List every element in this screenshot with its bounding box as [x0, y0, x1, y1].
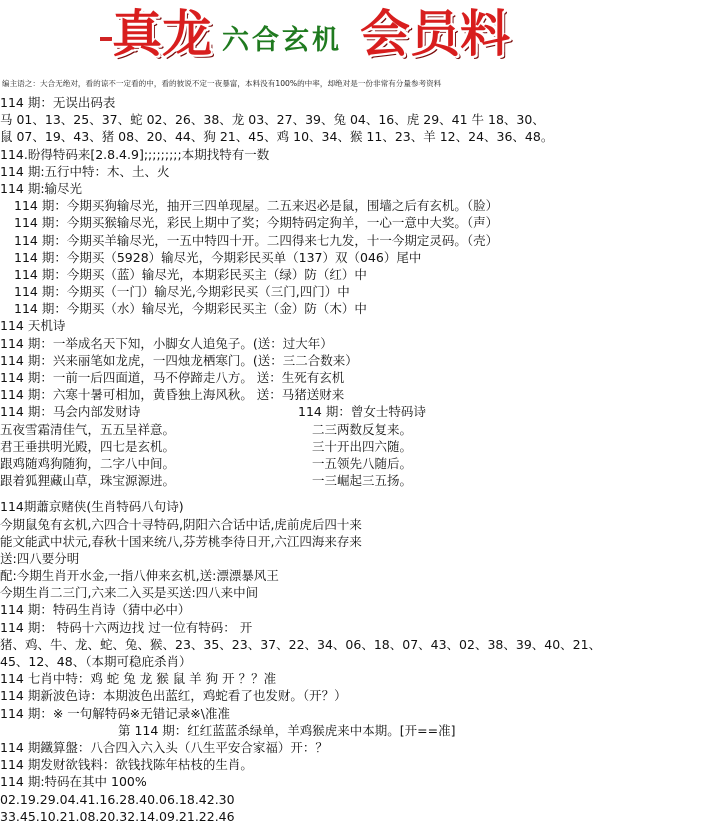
- line-lose-all-title: 114 期:输尽光: [0, 180, 83, 196]
- line-zodiac-gate: 今期生肖二三门,六来二入买是买送:四八来中间: [0, 585, 259, 601]
- line-poem-2: 114 期：兴来丽笔如龙虎，一四烛龙栖寒门。(送：三二合数来）: [0, 352, 358, 368]
- right-column-line: 二三两数反复来。: [312, 421, 413, 437]
- left-column-line: 跟着狐狸藏山草，珠宝源源进。: [0, 473, 176, 489]
- line-poem-title: 114 天机诗: [0, 318, 66, 334]
- line-lose-all-3: 114 期：今期买羊输尽光，一五中特四十开。二四得来七九发，十一今期定灵码。（壳）: [14, 232, 499, 248]
- line-wave-color: 114 期新波色诗：本期波色出蓝红，鸡蛇看了也发财。（开？）: [0, 688, 347, 704]
- title-left: 真龙: [112, 4, 212, 63]
- line-zodiac-send: 送:四八要分明: [0, 550, 80, 566]
- line-one-sentence: 114 期：※ 一句解特码※无错记录※\准准: [0, 705, 230, 721]
- content: [0, 94, 720, 825]
- line-lose-all-6: 114 期：今期买（一门）输尽光,今期彩民买（三门,四门）中: [14, 284, 350, 300]
- two-col-row-1: [0, 421, 720, 438]
- line-table-row-1: 马 01、13、25、37、蛇 02、26、38、龙 03、27、39、兔 04、16、虎 29、41 牛 18、30、: [0, 112, 545, 128]
- left-column-head: 114 期：马会内部发财诗: [0, 404, 141, 420]
- title-dash: [100, 37, 112, 41]
- line-zodiac-poem-2: 能文能武中状元,春秋十国来统八,芬芳桃李待日开,六江四海来存来: [0, 533, 362, 549]
- spacer: [0, 489, 720, 498]
- line-lose-all-4: 114 期：今期买（5928）输尽光，今期彩民买单（137）双（046）尾中: [14, 249, 422, 265]
- line-red-blue: 第 114 期：红红蓝蓝杀绿单，羊鸡猴虎来中本期。[开==准]: [118, 722, 456, 738]
- line-poem-1: 114 期：一举成名天下知，小脚女人追兔子。(送：过大年）: [0, 335, 333, 351]
- two-col-head-row: [0, 403, 720, 420]
- line-number-list-2: 45、12、48、（本期可稳庇杀肖）: [0, 654, 192, 669]
- line-table-title: 114 期：无误出码表: [0, 95, 116, 110]
- line-five-elements: 114 期:五行中特：木、土、火: [0, 163, 170, 179]
- line-lose-all-2: 114 期：今期买猴输尽光，彩民上期中了奖；今期特码定狗羊，一心一意中大奖。（声）: [14, 215, 499, 231]
- left-column-line: 跟鸡随鸡狗随狗，二字八中间。: [0, 455, 176, 471]
- line-lose-all-7: 114 期：今期买（水）输尽光，今期彩民买主（金）防（木）中: [14, 301, 367, 317]
- line-poem-4: 114 期：六寒十暑可相加，黄昏独上海风秋。 送：马猪送财来: [0, 387, 345, 403]
- line-lose-all-1: 114 期：今期买狗输尽光，抽开三四单现屋。二五来迟必是鼠，围墙之后有玄机。（脸）: [14, 198, 499, 214]
- title-middle: 六合玄机: [222, 25, 342, 56]
- header-banner: [0, 0, 720, 78]
- two-col-row-2: [0, 438, 720, 455]
- right-column-line: 三十开出四六随。: [312, 438, 413, 454]
- line-zodiac-poem-title: 114期蕭京赌侠(生肖特码八句诗): [0, 499, 184, 515]
- line-special-number: 114.盼得特码来[2.8.4.9];;;;;;;;;本期找特有一数: [0, 146, 270, 162]
- left-column-line: 君王垂拱明光殿，四七是玄机。: [0, 438, 176, 454]
- line-numbers-2: 33.45.10.21.08.20.32.14.09.21.22.46: [0, 808, 235, 824]
- line-lose-all-5: 114 期：今期买（蓝）输尽光，本期彩民买主（绿）防（红）中: [14, 266, 367, 282]
- line-special-in: 114 期:特码在其中 100%: [0, 774, 147, 790]
- line-poem-3: 114 期：一前一后四面道，马不停蹄走八方。 送：生死有玄机: [0, 370, 345, 385]
- two-col-row-3: [0, 455, 720, 472]
- two-col-row-4: [0, 472, 720, 489]
- right-column-head: 114 期：曾女士特码诗: [298, 404, 426, 420]
- line-special-zodiac-poem: 114 期：特码生肖诗（猜中必中）: [0, 602, 191, 618]
- line-number-list-1: 猪、鸡、牛、龙、蛇、兔、猴、23、35、23、37、22、34、06、18、07、43、02、38、39、40、21、: [0, 636, 602, 652]
- left-column-line: 五夜雪霜清佳气，五五呈祥意。: [0, 421, 176, 437]
- line-numbers-1: 02.19.29.04.41.16.28.40.06.18.42.30: [0, 791, 235, 807]
- line-zodiac-poem-1: 今期鼠兔有玄机,六四合十寻特码,阴阳六合话中话,虎前虎后四十来: [0, 516, 362, 532]
- line-iron-abacus: 114 期鐵算盤：八合四入六入头（八生平安合家福）开：？: [0, 739, 328, 755]
- right-column-line: 一三崛起三五扬。: [312, 473, 413, 489]
- line-zodiac-match: 配:今期生肖开水金,一指八伸来玄机,送:漂漂暴风王: [0, 568, 279, 584]
- right-column-line: 一五领先八随后。: [312, 455, 413, 471]
- line-fortune: 114 期发财欲钱料：欲钱找陈年枯枝的生肖。: [0, 757, 253, 773]
- disclaimer: 编主语之：大合无绝对，看的谅不一定看的中，看的彼说不定一夜暴富，本料没有100%的中率，却绝对是一份非常有分量参考资料: [2, 79, 442, 88]
- line-table-row-2: 鼠 07、19、43、猪 08、20、44、狗 21、45、鸡 10、34、猴 11、23、羊 12、24、36、48。: [0, 129, 554, 145]
- line-sixteen-sides: 114 期： 特码十六两边找 过一位有特码： 开: [0, 619, 253, 635]
- line-seven-zodiac: 114 七肖中特：鸡 蛇 兔 龙 猴 鼠 羊 狗 开 ？？准: [0, 671, 277, 687]
- title-right: 会员料: [360, 4, 510, 63]
